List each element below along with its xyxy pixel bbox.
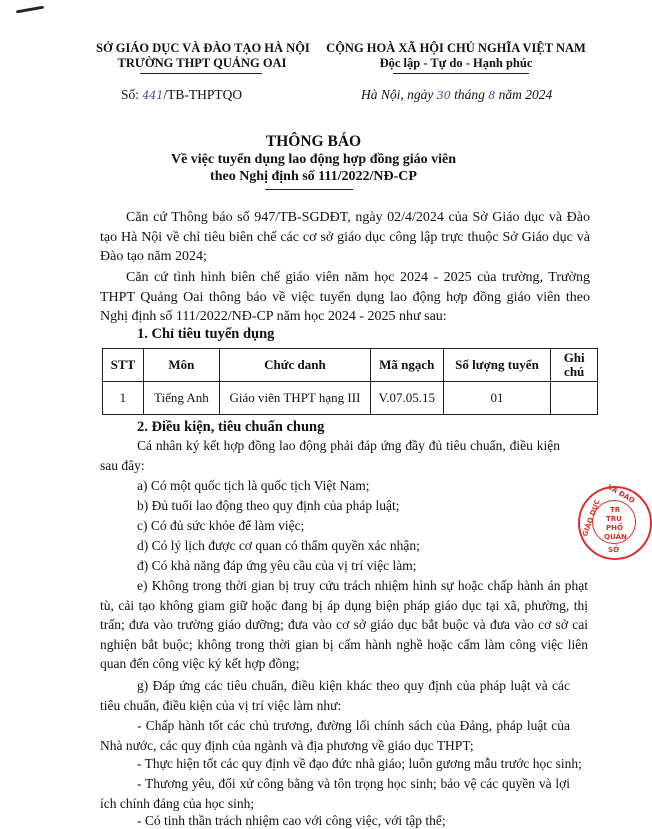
date-prefix: Hà Nội, ngày [361,87,437,102]
table-header: Mã ngạch [370,349,443,382]
school-name: TRƯỜNG THPT QUẢNG OAI [117,56,287,70]
national-title: CỘNG HOÀ XÃ HỘI CHỦ NGHĨA VIỆT NAM [326,41,586,55]
table-header-row [103,349,598,382]
condition-e: e) Không trong thời gian bị truy cứu trách nhiệm hình sự hoặc chấp hành án phạt tù, cải tạo không giam giữ hoặc đang bị áp dụng biện pháp giáo dục tại xã, phường, thị trấn; đưa vào trường giáo dưỡng; đưa vào cơ sở giáo dục bắt buộc và đưa vào cơ sở cai nghiện bắt buộc; không trong thời gian bị cấm hành nghề hoặc cấm làm công việc liên quan đến công việc ký kết hợp đồng; [100,578,588,671]
condition-g-item-2: - Thực hiện tốt các quy định về đạo đức nhà giáo; luôn gương mẫu trước học sinh; [137,756,582,771]
official-seal [578,483,652,560]
seal-text-top: VÀ ĐÀO [606,483,637,505]
underline-school [140,73,262,74]
doc-number-suffix: /TB-THPTQO [163,87,243,102]
recruitment-table [102,348,598,415]
date-month-handwritten: 8 [488,89,496,102]
condition-dd: đ) Có khả năng đáp ứng yêu cầu của vị trí việc làm; [137,558,417,573]
table-cell [551,382,598,415]
department-name: SỞ GIÁO DỤC VÀ ĐÀO TẠO HÀ NỘI [96,41,310,55]
national-motto: Độc lập - Tự do - Hạnh phúc [379,56,533,70]
seal-text-mid1: TR [610,506,621,514]
doc-subtitle: Về việc tuyển dụng lao động hợp đồng giáo viên [170,152,457,167]
doc-title: THÔNG BÁO [265,133,362,150]
pen-mark [16,6,44,14]
table-row [103,382,598,415]
condition-a: a) Có một quốc tịch là quốc tịch Việt Nam; [137,478,370,493]
document-date [361,87,552,103]
condition-c: c) Có đủ sức khỏe để làm việc; [137,518,305,533]
paragraph-conditions-intro: Cá nhân ký kết hợp đồng lao động phải đáp ứng đầy đủ tiêu chuẩn, điều kiện sau đây: [100,438,560,473]
table-header: Ghi chú [551,349,598,382]
condition-b: b) Đủ tuổi lao động theo quy định của pháp luật; [137,498,400,513]
doc-number-prefix: Số: [121,87,143,102]
underline-motto [393,73,529,74]
section-heading-2: 2. Điều kiện, tiêu chuẩn chung [137,419,325,435]
condition-d: d) Có lý lịch được cơ quan có thẩm quyền xác nhận; [137,538,420,553]
table-cell: V.07.05.15 [370,382,443,415]
condition-g: g) Đáp ứng các tiêu chuẩn, điều kiện khác theo quy định của pháp luật và các tiêu chuẩn, điều kiện của vị trí việc làm như: [100,678,570,713]
seal-text-bottom: SỞ [608,546,620,554]
date-day-handwritten: 30 [436,89,451,102]
date-suffix: năm 2024 [495,87,553,102]
condition-g-item-1: - Chấp hành tốt các chủ trương, đường lối chính sách của Đảng, pháp luật của Nhà nước, các quy định của ngành và địa phương về giáo dục THPT; [100,718,570,753]
table-cell: 01 [443,382,551,415]
doc-number-handwritten: 441 [142,89,164,102]
table-header: Chức danh [220,349,371,382]
seal-text-left: GIÁO DỤC [581,498,602,538]
paragraph-basis-2: Căn cứ tình hình biên chế giáo viên năm học 2024 - 2025 của trường, Trường THPT Quảng Oai thông báo về việc tuyển dụng lao động hợp đồng giáo viên theo Nghị định số 111/2022/NĐ-CP năm học 2024 - 2025 như sau: [100,270,590,324]
date-mid: tháng [450,87,489,102]
document-number [121,87,242,103]
table-cell: Tiếng Anh [143,382,219,415]
table-cell: 1 [103,382,144,415]
condition-g-item-4: - Có tinh thần trách nhiệm cao với công việc, với tập thể; [137,813,446,828]
table-header: Môn [143,349,219,382]
section-heading-1: 1. Chỉ tiêu tuyển dụng [137,326,275,342]
table-header: STT [103,349,144,382]
condition-g-item-3: - Thương yêu, đối xử công bằng và tôn trọng học sinh; bảo vệ các quyền và lợi ích chính đáng của học sinh; [100,776,570,811]
seal-text-mid4: QUẢN [604,533,627,541]
doc-subtitle-decree: theo Nghị định số 111/2022/NĐ-CP [210,169,417,184]
table-cell: Giáo viên THPT hạng III [220,382,371,415]
paragraph-basis-1: Căn cứ Thông báo số 947/TB-SGDĐT, ngày 02/4/2024 của Sở Giáo dục và Đào tạo Hà Nội về chỉ tiêu biên chế các cơ sở giáo dục công lập trực thuộc Sở Giáo dục và Đào tạo năm 2024; [100,210,590,264]
header-right [322,41,590,71]
header-left [96,41,308,71]
underline-title [265,189,353,190]
table-header: Số lượng tuyển [443,349,551,382]
seal-text-mid3: PHỔ [606,524,623,532]
seal-text-mid2: TRU [606,515,622,523]
